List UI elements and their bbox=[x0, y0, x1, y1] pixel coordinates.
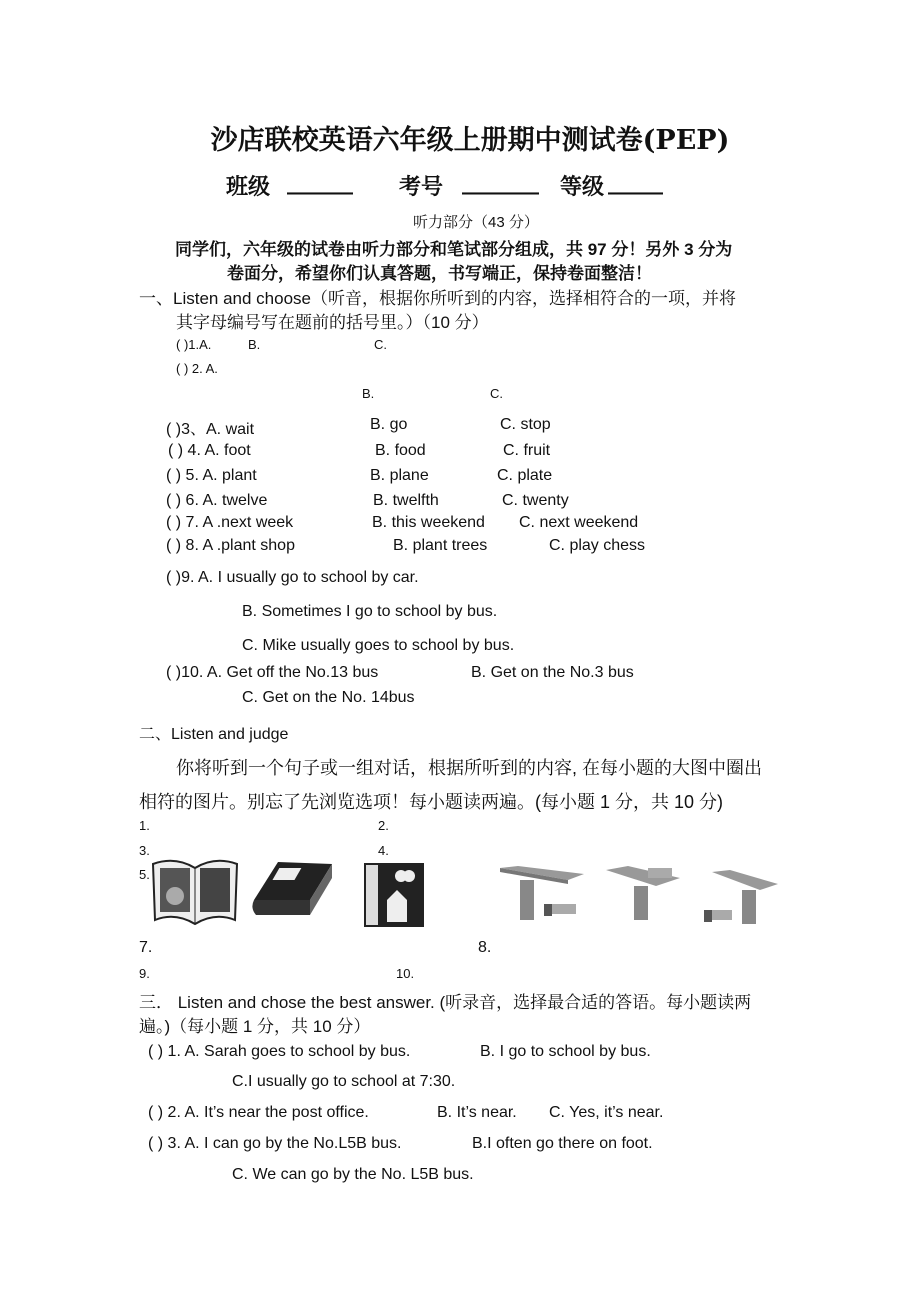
q5-b: B. plane bbox=[370, 467, 429, 484]
judge-num-2: 2. bbox=[378, 818, 389, 833]
q8-c: C. play chess bbox=[549, 537, 646, 554]
q4-b: B. food bbox=[375, 442, 426, 459]
s3-q2-b: B. It’s near. bbox=[437, 1104, 517, 1121]
section2-heading: 二、Listen and judge bbox=[139, 726, 289, 743]
s3-q3-b: B.I often go there on foot. bbox=[472, 1135, 653, 1152]
section3-heading-1: 三． Listen and chose the best answer. (听录音，选择最合适的答语。每小题读两 bbox=[139, 993, 752, 1012]
q6-a: ( ) 6. A. twelve bbox=[166, 492, 268, 509]
judge-num-3: 3. bbox=[139, 843, 150, 858]
listening-heading: 听力部分（43 分） bbox=[413, 214, 539, 231]
q9-a: ( )9. A. I usually go to school by car. bbox=[166, 569, 419, 586]
class-label: 班级 bbox=[226, 175, 271, 200]
judge-num-8: 8. bbox=[478, 939, 492, 956]
judge-num-1: 1. bbox=[139, 818, 150, 833]
q8-b: B. plant trees bbox=[393, 537, 488, 554]
class-blank[interactable]: ______ bbox=[287, 170, 353, 195]
judge-num-10: 10. bbox=[396, 966, 415, 981]
q4-a: ( ) 4. A. foot bbox=[168, 442, 251, 459]
picture-book-image bbox=[150, 856, 240, 928]
q7-b: B. this weekend bbox=[372, 514, 485, 531]
section2-desc-2: 相符的图片。别忘了先浏览选项！每小题读两遍。(每小题 1 分，共 10 分) bbox=[139, 792, 724, 812]
q9-c: C. Mike usually goes to school by bus. bbox=[242, 637, 515, 654]
q3-c: C. stop bbox=[500, 416, 551, 433]
q5-a: ( ) 5. A. plant bbox=[166, 467, 257, 484]
q2-option-b: B. bbox=[362, 386, 375, 401]
desk-truck-image-c bbox=[700, 870, 780, 926]
number-blank[interactable]: _______ bbox=[462, 170, 539, 195]
q9-b: B. Sometimes I go to school by bus. bbox=[242, 603, 498, 620]
s3-q1-c: C.I usually go to school at 7:30. bbox=[232, 1073, 456, 1090]
grade-label: 等级 bbox=[560, 175, 605, 200]
q10-a: ( )10. A. Get off the No.13 bus bbox=[166, 664, 379, 681]
q8-a: ( ) 8. A .plant shop bbox=[166, 537, 295, 554]
section3-heading-2: 遍。)（每小题 1 分，共 10 分） bbox=[139, 1017, 371, 1036]
q4-c: C. fruit bbox=[503, 442, 551, 459]
q3-a: ( )3、A. wait bbox=[166, 421, 255, 438]
judge-num-5: 5. bbox=[139, 867, 150, 882]
page-title: 沙店联校英语六年级上册期中测试卷(PEP) bbox=[210, 125, 730, 156]
q3-b: B. go bbox=[370, 416, 408, 433]
judge-num-7: 7. bbox=[139, 939, 153, 956]
s3-q2-a: ( ) 2. A. It’s near the post office. bbox=[148, 1104, 369, 1121]
section2-desc-1: 你将听到一个句子或一组对话，根据所听到的内容, 在每小题的大图中圈出 bbox=[176, 758, 762, 778]
desk-truck-image-b bbox=[604, 866, 684, 924]
q1-option-b: B. bbox=[248, 337, 261, 352]
q5-c: C. plate bbox=[497, 467, 553, 484]
q10-c: C. Get on the No. 14bus bbox=[242, 689, 415, 706]
s3-q1-b: B. I go to school by bus. bbox=[480, 1043, 651, 1060]
section1-heading: 一、Listen and choose（听音，根据你所听到的内容，选择相符合的一项，并将 bbox=[139, 289, 736, 308]
q7-a: ( ) 7. A .next week bbox=[166, 514, 294, 531]
desk-truck-image-a bbox=[498, 866, 588, 926]
grade-blank[interactable]: _____ bbox=[608, 170, 663, 195]
judge-num-9: 9. bbox=[139, 966, 150, 981]
book-image bbox=[250, 860, 334, 918]
section1-heading-2: 其字母编号写在题前的括号里。）（10 分） bbox=[176, 313, 489, 332]
judge-num-4: 4. bbox=[378, 843, 389, 858]
q6-c: C. twenty bbox=[502, 492, 569, 509]
storybook-cover-image bbox=[363, 862, 425, 928]
q10-b: B. Get on the No.3 bus bbox=[471, 664, 634, 681]
s3-q3-a: ( ) 3. A. I can go by the No.L5B bus. bbox=[148, 1135, 402, 1152]
q2-label: ( ) 2. A. bbox=[176, 361, 218, 376]
s3-q2-c: C. Yes, it’s near. bbox=[549, 1104, 664, 1121]
q2-option-c: C. bbox=[490, 386, 503, 401]
intro-line-2: 卷面分，希望你们认真答题，书写端正，保持卷面整洁！ bbox=[227, 264, 652, 283]
q1-option-c: C. bbox=[374, 337, 387, 352]
s3-q1-a: ( ) 1. A. Sarah goes to school by bus. bbox=[148, 1043, 411, 1060]
s3-q3-c: C. We can go by the No. L5B bus. bbox=[232, 1166, 474, 1183]
q7-c: C. next weekend bbox=[519, 514, 639, 531]
q6-b: B. twelfth bbox=[373, 492, 439, 509]
number-label: 考号 bbox=[399, 175, 444, 200]
q1-label: ( )1.A. bbox=[176, 337, 212, 352]
intro-line-1: 同学们，六年级的试卷由听力部分和笔试部分组成，共 97 分！另外 3 分为 bbox=[175, 240, 733, 259]
